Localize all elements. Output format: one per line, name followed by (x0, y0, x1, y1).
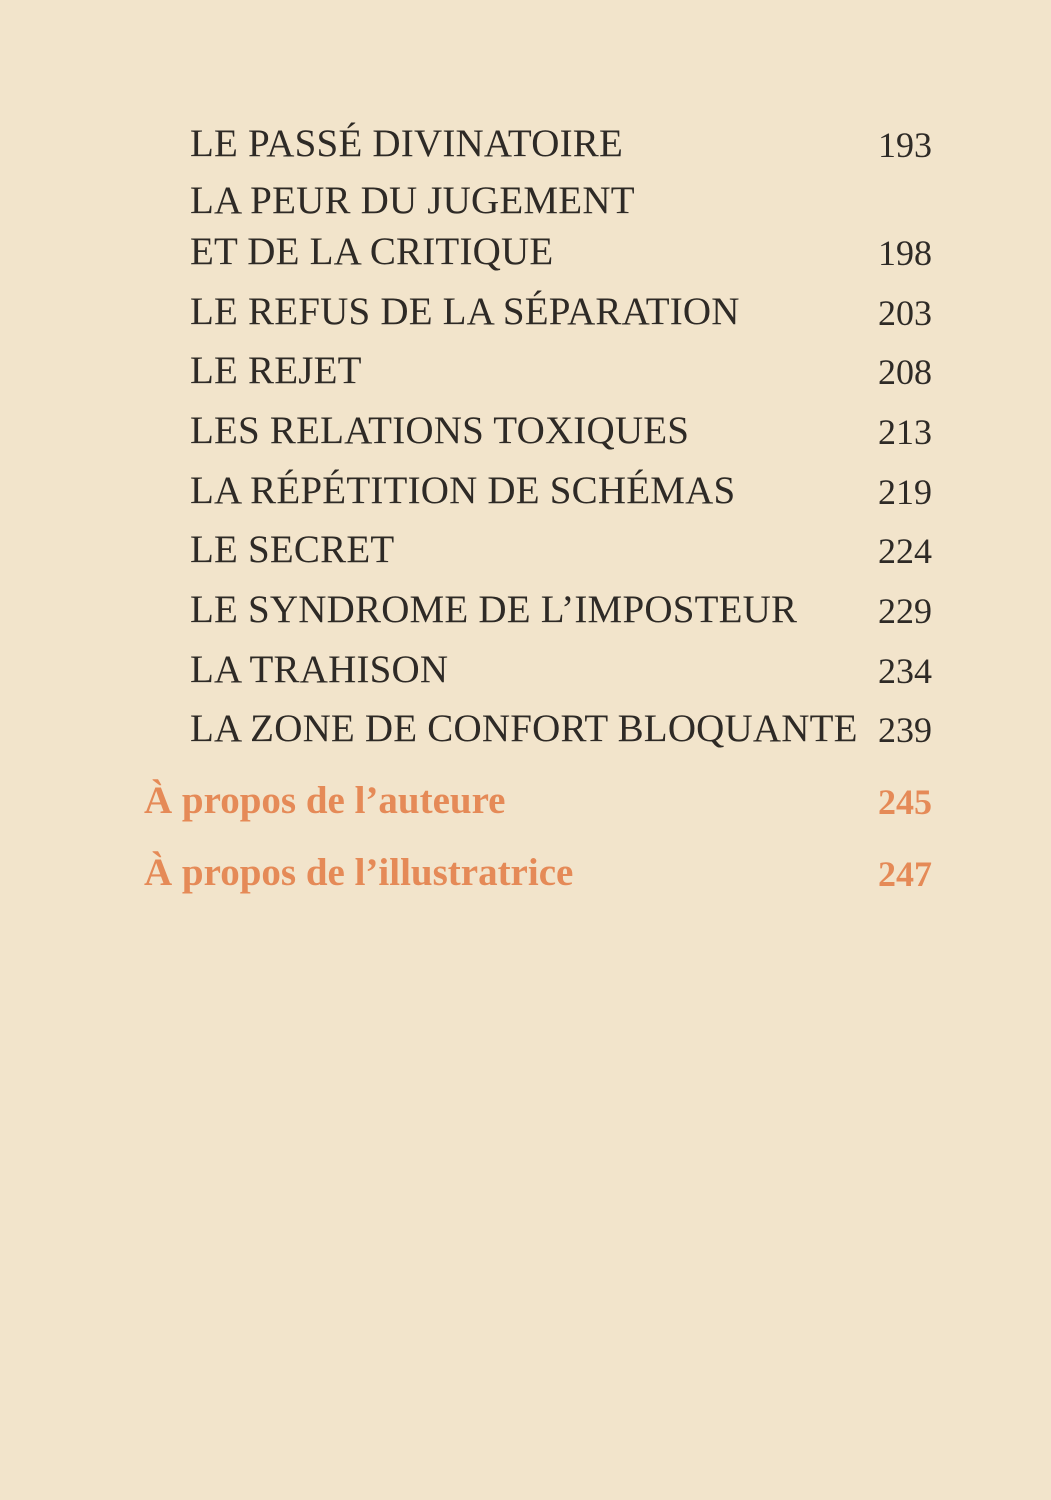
toc-entry-page: 213 (878, 412, 932, 452)
toc-entry-title-line-2: ET DE LA CRITIQUE (190, 230, 554, 273)
toc-entry-title: LA TRAHISON (190, 648, 449, 691)
toc-entry-peur-du-jugement (0, 179, 1051, 273)
toc-entry-syndrome-imposteur (0, 588, 1051, 631)
toc-entry-relations-toxiques (0, 409, 1051, 452)
toc-entry-zone-confort (0, 707, 1051, 750)
toc-entry-title: LE SYNDROME DE L’IMPOSTEUR (190, 588, 798, 631)
toc-entry-title: LA RÉPÉTITION DE SCHÉMAS (190, 469, 736, 512)
toc-entry-page: 198 (878, 233, 932, 273)
toc-entry-page: 229 (878, 591, 932, 631)
toc-entry-secret (0, 528, 1051, 571)
toc-entry-page: 224 (878, 531, 932, 571)
toc-appendix-auteure (0, 779, 1051, 822)
toc-appendix-title: À propos de l’illustratrice (144, 851, 574, 894)
toc-appendix-page: 247 (878, 854, 932, 894)
toc-entry-page: 239 (878, 710, 932, 750)
toc-entry-title-line-1: LA PEUR DU JUGEMENT (190, 179, 635, 222)
toc-entry-trahison (0, 648, 1051, 691)
toc-appendix-title: À propos de l’auteure (144, 779, 506, 822)
toc-entry-passe-divinatoire (0, 122, 1051, 165)
toc-entry-page: 193 (878, 125, 932, 165)
toc-appendix-page: 245 (878, 782, 932, 822)
toc-entry-page: 234 (878, 651, 932, 691)
toc-entry-page: 208 (878, 352, 932, 392)
toc-entry-title: LE REJET (190, 349, 362, 392)
toc-appendix-illustratrice (0, 851, 1051, 894)
toc-entry-rejet (0, 349, 1051, 392)
toc-entry-title: LES RELATIONS TOXIQUES (190, 409, 690, 452)
toc-entry-page: 219 (878, 472, 932, 512)
toc-entry-refus-separation (0, 290, 1051, 333)
toc-entry-title: LA ZONE DE CONFORT BLOQUANTE (190, 707, 858, 750)
toc-entry-repetition-schemas (0, 469, 1051, 512)
toc-entry-title: LE PASSÉ DIVINATOIRE (190, 122, 624, 165)
toc-entry-title: LE SECRET (190, 528, 395, 571)
toc-entry-title: LE REFUS DE LA SÉPARATION (190, 290, 740, 333)
toc-entry-title (190, 181, 635, 271)
toc-entry-page: 203 (878, 293, 932, 333)
